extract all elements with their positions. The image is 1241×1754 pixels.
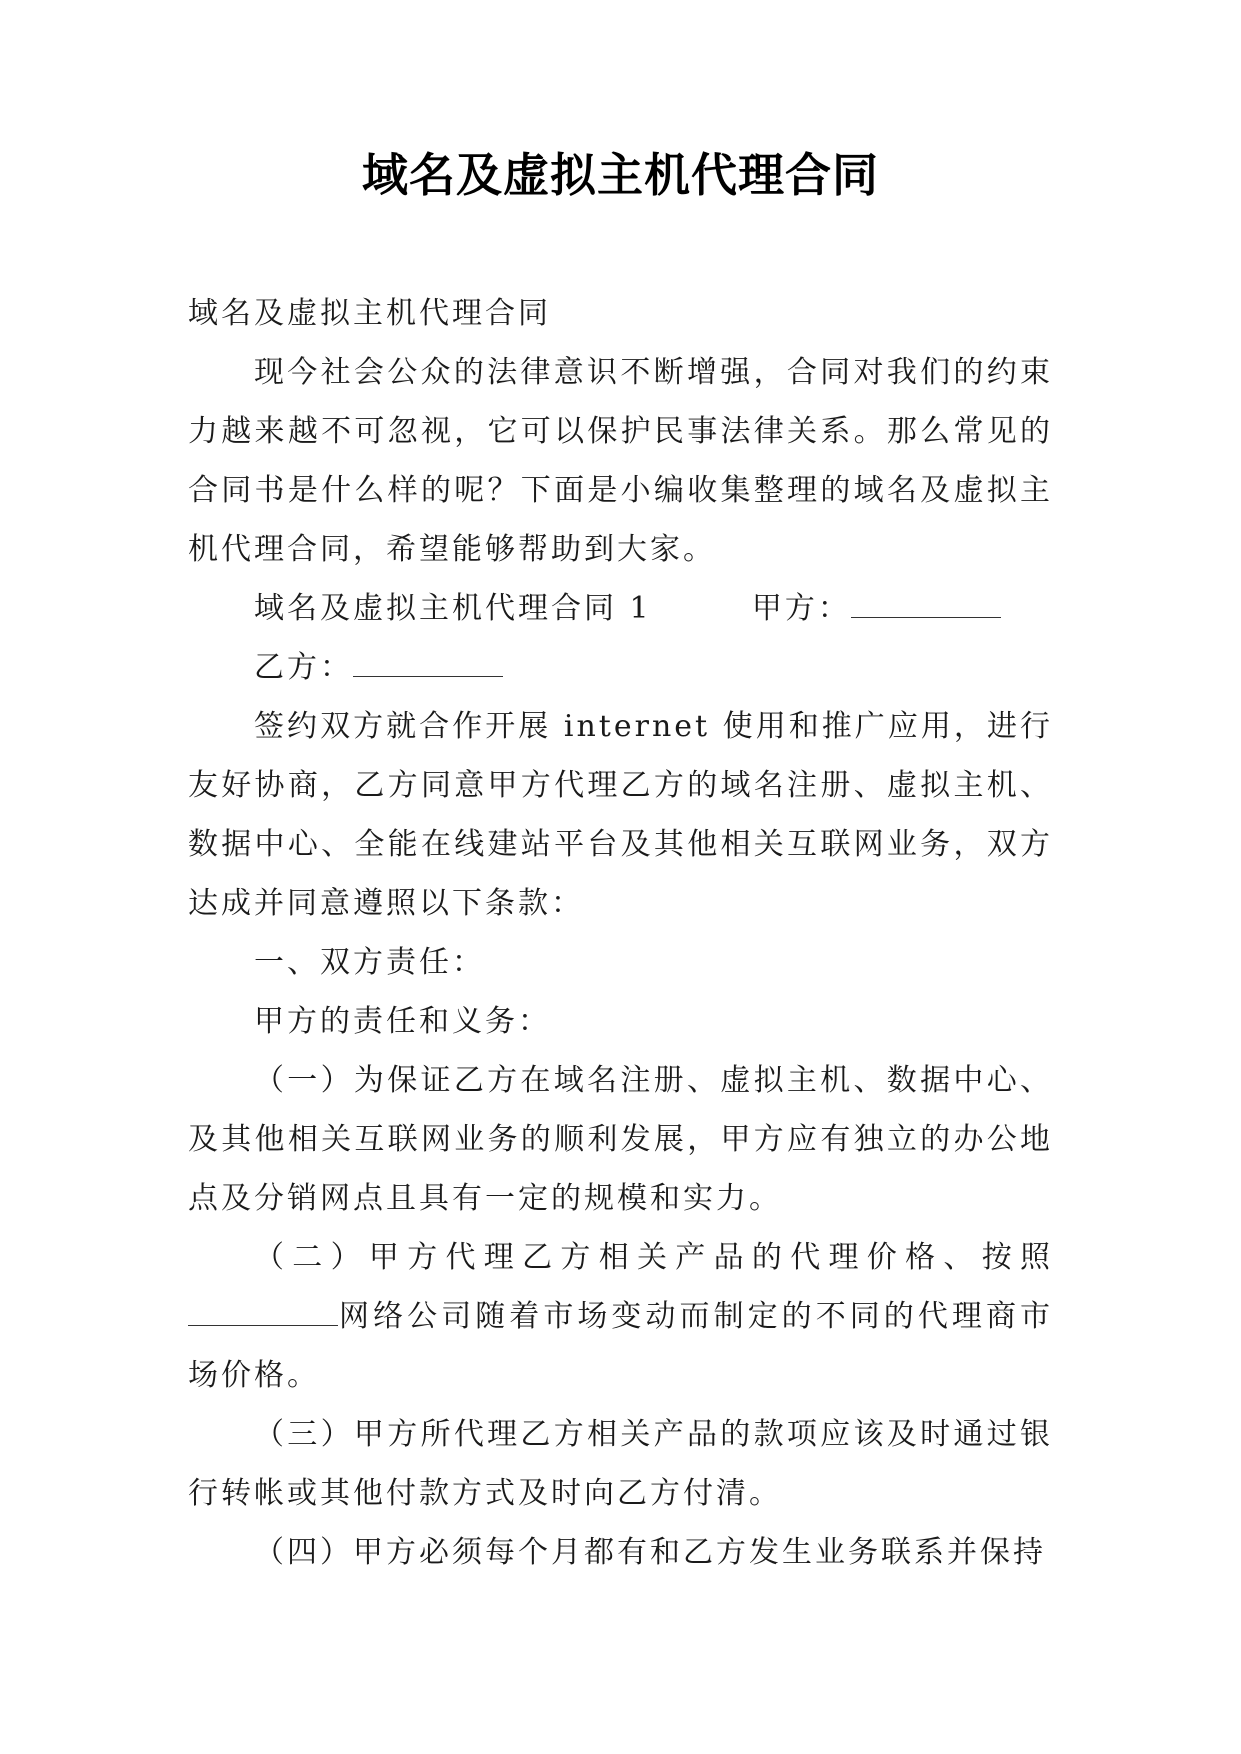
party-a-blank <box>851 581 1001 618</box>
clause-2-first-line: （二）甲方代理乙方相关产品的代理价格、按照 <box>254 1240 1053 1275</box>
clause-3: （三）甲方所代理乙方相关产品的款项应该及时通过银行转帐或其他付款方式及时向乙方付清。 <box>188 1417 1053 1511</box>
section-one-heading: 一、双方责任： <box>254 945 485 980</box>
party-a-duties-heading: 甲方的责任和义务： <box>254 1004 551 1039</box>
party-b-label: 乙方： <box>254 650 353 685</box>
clause-4: （四）甲方必须每个月都有和乙方发生业务联系并保持 <box>254 1535 1046 1570</box>
party-a-label: 甲方： <box>751 591 851 626</box>
document-heading: 域名及虚拟主机代理合同 <box>188 296 551 331</box>
clause-1: （一）为保证乙方在域名注册、虚拟主机、数据中心、及其他相关互联网业务的顺利发展，甲方应有独立的办公地点及分销网点且具有一定的规模和实力。 <box>188 1063 1053 1216</box>
party-b-blank <box>353 640 503 677</box>
document-body <box>188 284 1053 1582</box>
contract-label: 域名及虚拟主机代理合同 1 <box>254 591 652 626</box>
company-name-blank <box>188 1289 338 1326</box>
contract-header-line <box>188 579 1053 638</box>
document-title: 域名及虚拟主机代理合同 <box>362 148 879 202</box>
intro-paragraph: 现今社会公众的法律意识不断增强，合同对我们的约束力越来越不可忽视，它可以保护民事法律关系。那么常见的合同书是什么样的呢？下面是小编收集整理的域名及虚拟主机代理合同，希望能够帮助到大家。 <box>188 355 1053 567</box>
clause-2-rest: 网络公司随着市场变动而制定的不同的代理商市场价格。 <box>188 1299 1053 1393</box>
clause-2-continuation <box>188 1287 1053 1405</box>
party-b-line <box>188 638 1053 697</box>
agreement-paragraph: 签约双方就合作开展 internet 使用和推广应用，进行友好协商，乙方同意甲方代理乙方的域名注册、虚拟主机、数据中心、全能在线建站平台及其他相关互联网业务，双方达成并同意遵照以下条款： <box>188 709 1053 921</box>
